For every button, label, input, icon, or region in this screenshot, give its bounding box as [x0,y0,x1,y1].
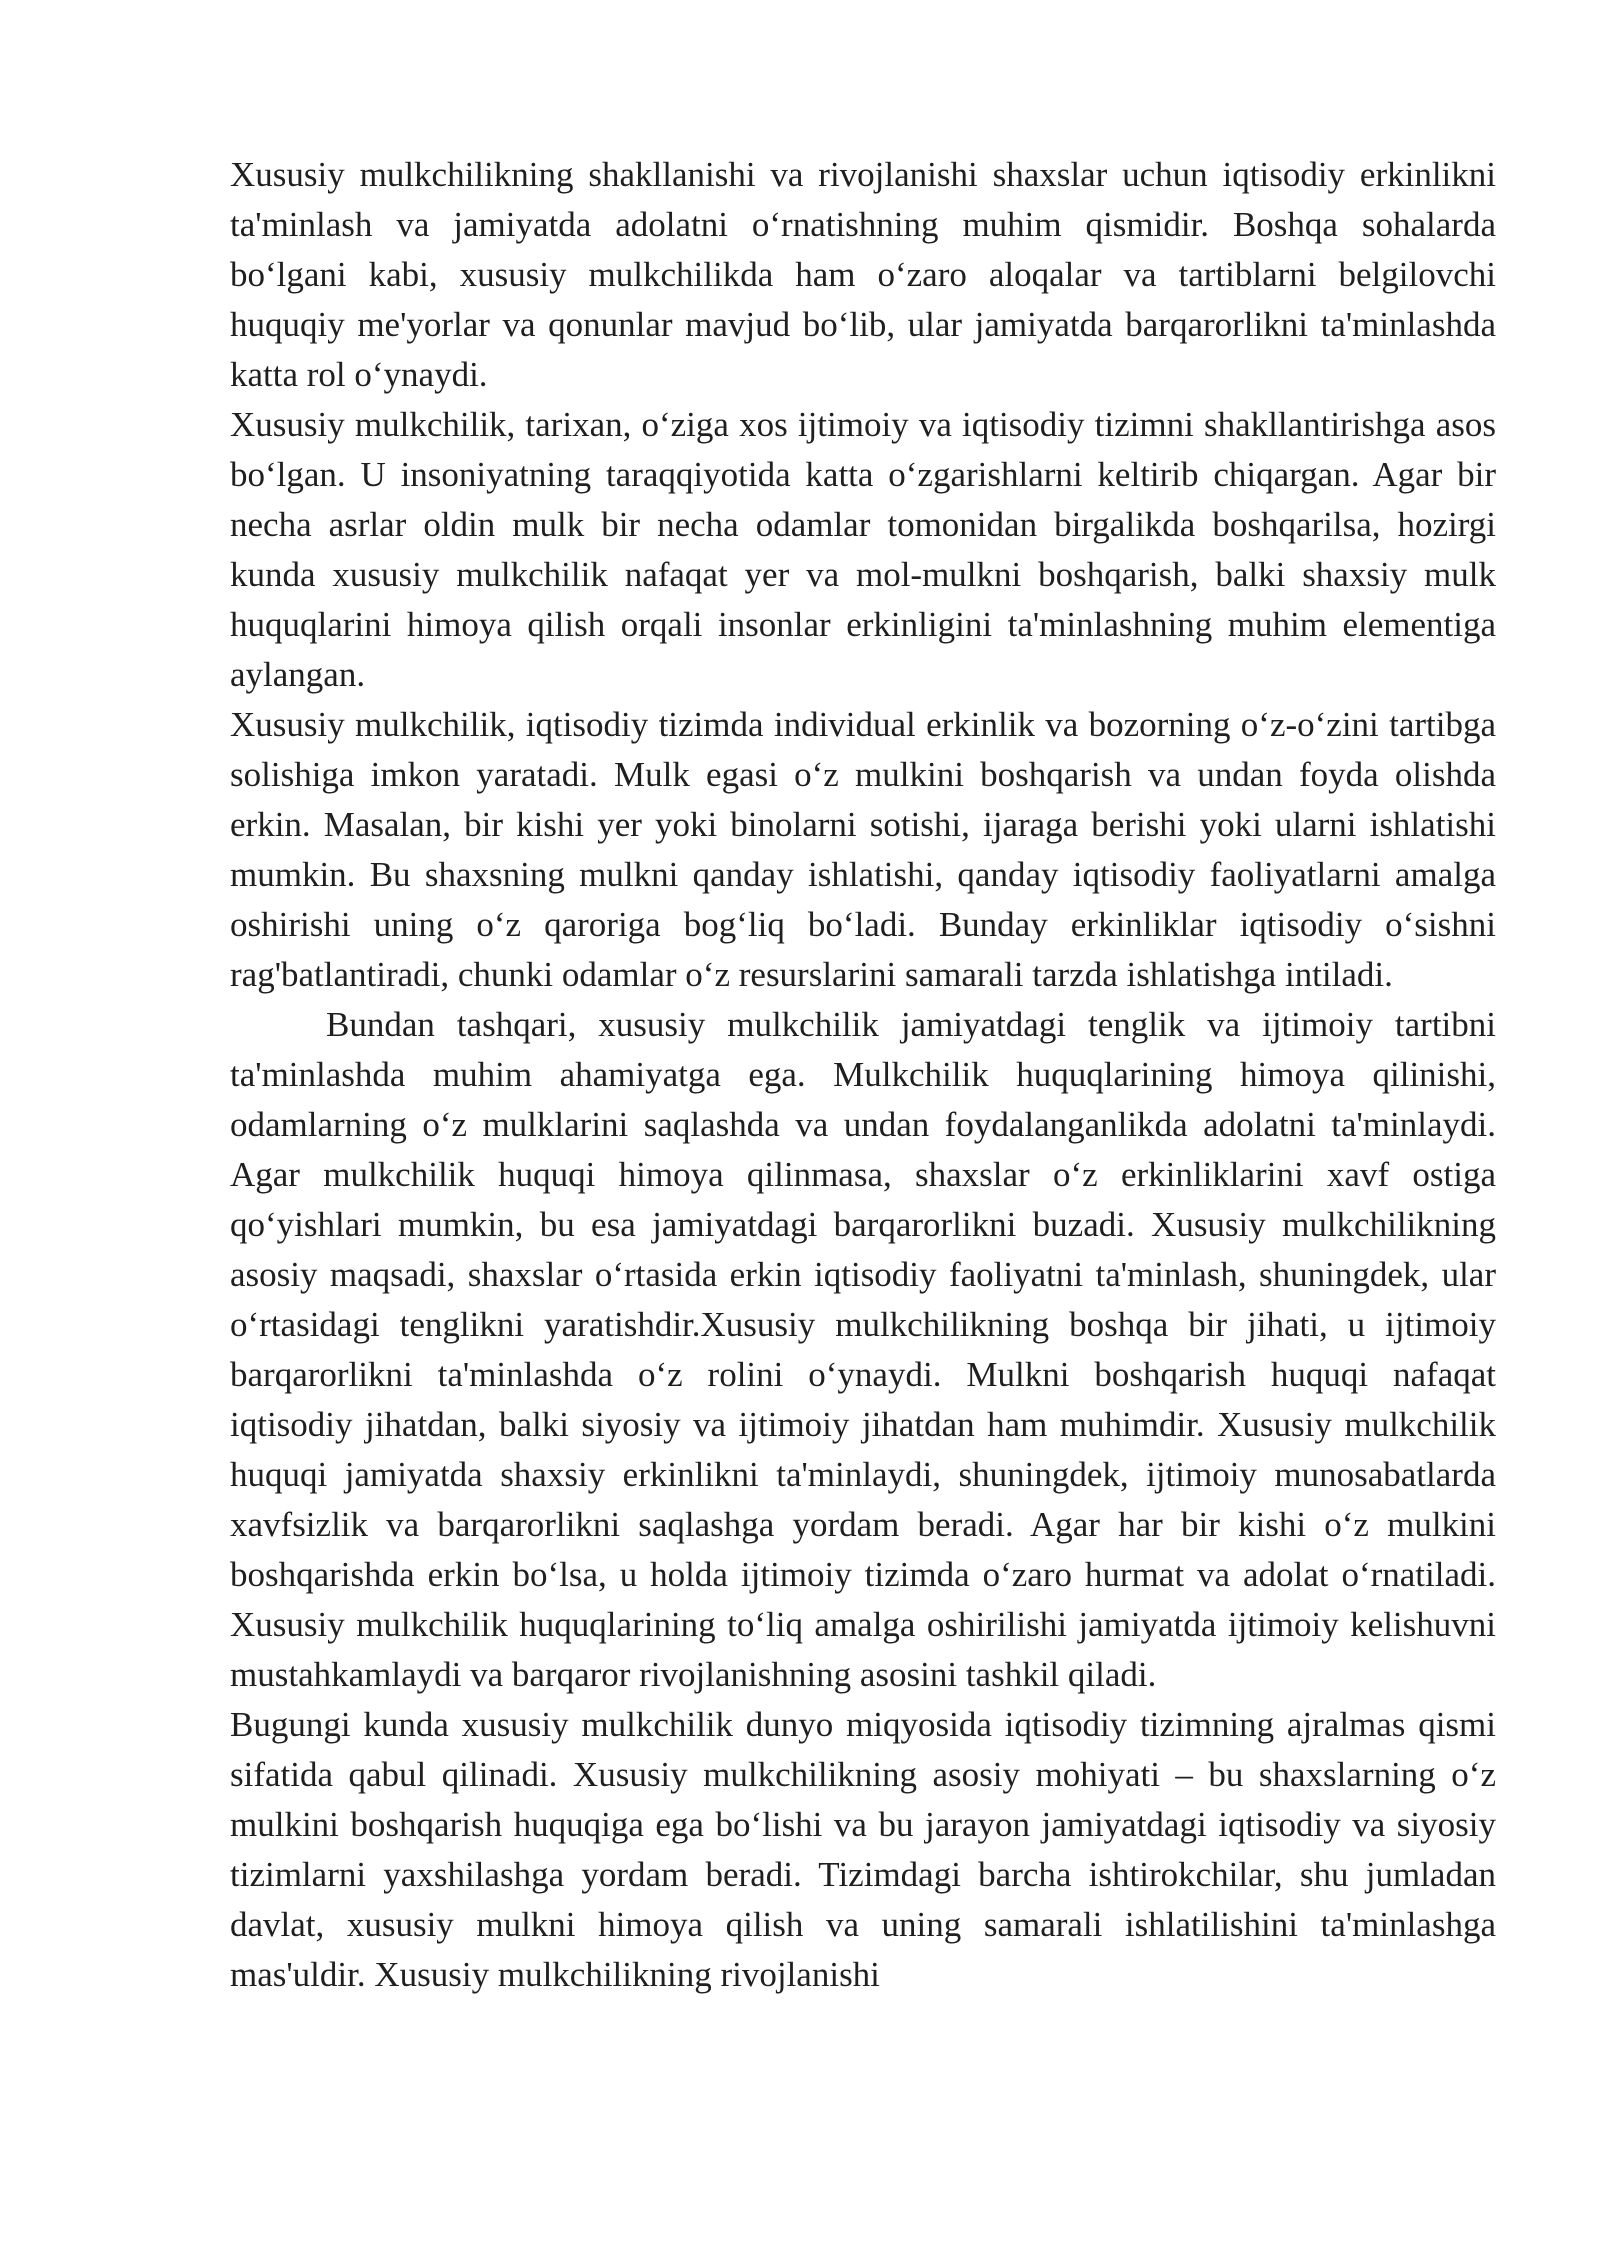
document-body [230,150,1496,2000]
paragraph-3: Xususiy mulkchilik, iqtisodiy tizimda individual erkinlik va bozorning o‘z-o‘zini tartibga solishiga imkon yaratadi. Mulk egasi o‘z mulkini boshqarish va undan foyda olishda erkin. Masalan, bir kishi yer yoki binolarni sotishi, ijaraga berishi yoki ularni ishlatishi mumkin. Bu shaxsning mulkni qanday ishlatishi, qanday iqtisodiy faoliyatlarni amalga oshirishi uning o‘z qaroriga bog‘liq bo‘ladi. Bunday erkinliklar iqtisodiy o‘sishni rag'batlantiradi, chunki odamlar o‘z resurslarini samarali tarzda ishlatishga intiladi. [230,705,1496,994]
paragraph-2: Xususiy mulkchilik, tarixan, o‘ziga xos ijtimoiy va iqtisodiy tizimni shakllantirishga asos bo‘lgan. U insoniyatning taraqqiyotida katta o‘zgarishlarni keltirib chiqargan. Agar bir necha asrlar oldin mulk bir necha odamlar tomonidan birgalikda boshqarilsa, hozirgi kunda xususiy mulkchilik nafaqat yer va mol-mulkni boshqarish, balki shaxsiy mulk huquqlarini himoya qilish orqali insonlar erkinligini ta'minlashning muhim elementiga aylangan. [230,405,1496,694]
paragraph-4: Bundan tashqari, xususiy mulkchilik jamiyatdagi tenglik va ijtimoiy tartibni ta'minlashda muhim ahamiyatga ega. Mulkchilik huquqlarining himoya qilinishi, odamlarning o‘z mulklarini saqlashda va undan foydalanganlikda adolatni ta'minlaydi. Agar mulkchilik huquqi himoya qilinmasa, shaxslar o‘z erkinliklarini xavf ostiga qo‘yishlari mumkin, bu esa jamiyatdagi barqarorlikni buzadi. Xususiy mulkchilikning asosiy maqsadi, shaxslar o‘rtasida erkin iqtisodiy faoliyatni ta'minlash, shuningdek, ular o‘rtasidagi tenglikni yaratishdir.Xususiy mulkchilikning boshqa bir jihati, u ijtimoiy barqarorlikni ta'minlashda o‘z rolini o‘ynaydi. Mulkni boshqarish huquqi nafaqat iqtisodiy jihatdan, balki siyosiy va ijtimoiy jihatdan ham muhimdir. Xususiy mulkchilik huquqi jamiyatda shaxsiy erkinlikni ta'minlaydi, shuningdek, ijtimoiy munosabatlarda xavfsizlik va barqarorlikni saqlashga yordam beradi. Agar har bir kishi o‘z mulkini boshqarishda erkin bo‘lsa, u holda ijtimoiy tizimda o‘zaro hurmat va adolat o‘rnatiladi. Xususiy mulkchilik huquqlarining to‘liq amalga oshirilishi jamiyatda ijtimoiy kelishuvni mustahkamlaydi va barqaror rivojlanishning asosini tashkil qiladi. [230,1005,1496,1694]
paragraph-1: Xususiy mulkchilikning shakllanishi va rivojlanishi shaxslar uchun iqtisodiy erkinlikni ta'minlash va jamiyatda adolatni o‘rnatishning muhim qismidir. Boshqa sohalarda bo‘lgani kabi, xususiy mulkchilikda ham o‘zaro aloqalar va tartiblarni belgilovchi huquqiy me'yorlar va qonunlar mavjud bo‘lib, ular jamiyatda barqarorlikni ta'minlashda katta rol o‘ynaydi. [230,155,1496,394]
paragraph-5: Bugungi kunda xususiy mulkchilik dunyo miqyosida iqtisodiy tizimning ajralmas qismi sifatida qabul qilinadi. Xususiy mulkchilikning asosiy mohiyati – bu shaxslarning o‘z mulkini boshqarish huquqiga ega bo‘lishi va bu jarayon jamiyatdagi iqtisodiy va siyosiy tizimlarni yaxshilashga yordam beradi. Tizimdagi barcha ishtirokchilar, shu jumladan davlat, xususiy mulkni himoya qilish va uning samarali ishlatilishini ta'minlashga mas'uldir. Xususiy mulkchilikning rivojlanishi [230,1705,1496,1994]
